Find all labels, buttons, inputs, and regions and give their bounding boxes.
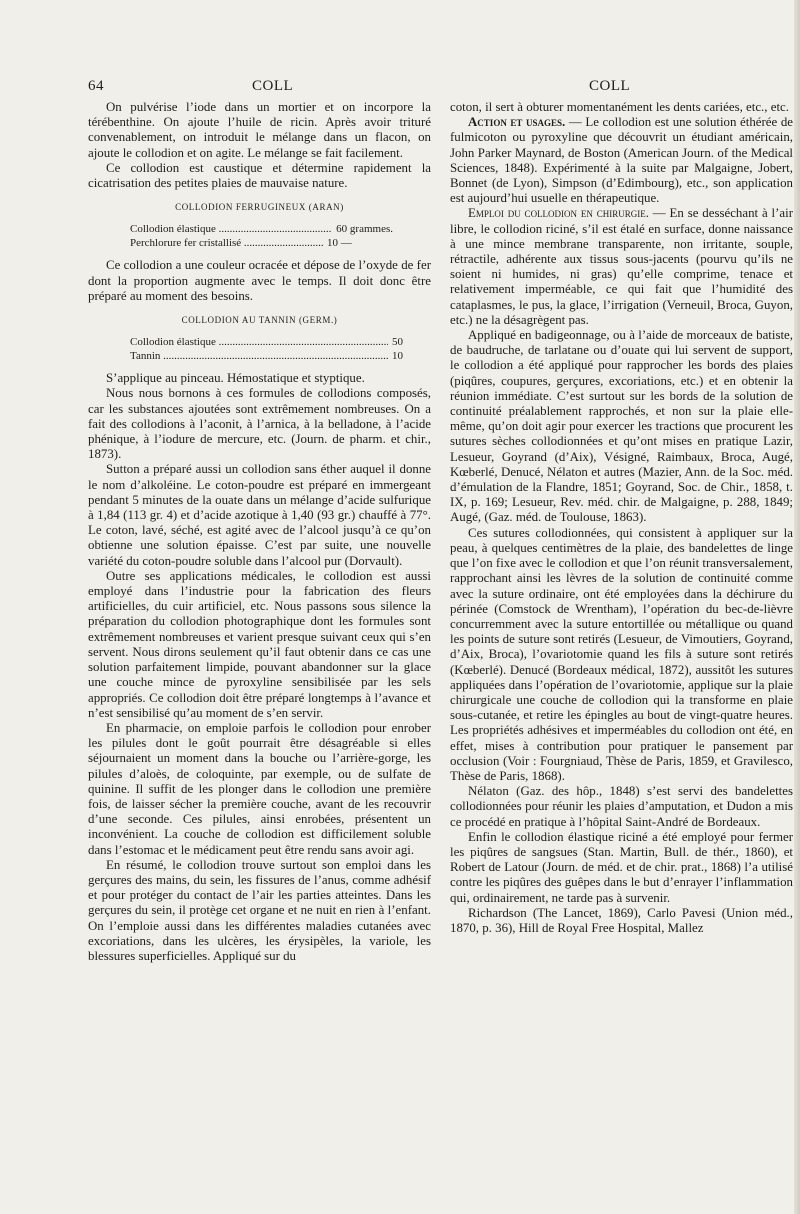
paragraph: Appliqué en badigeonnage, ou à l’aide de morceaux de batiste, de baudruche, de tarlatane ou d’ouate qui lui servent de support, le collodion a été appliqué pour rapprocher les bords des plaies (piqûres, coupures, gerçures, excoriations, etc.) et en obtenir la réunion immédiate. C’est surtout sur les bords de la solution de continuité préalablement rapprochés, et non sur la plaie elle-même, qu’on doit agir pour exercer les tractions que procurent les sutures sèches collodionnées et qu’ont mises en pratique Lazir, Lesueur, Goyrand (d’Aix), Vésigné, Raimbaux, Broca, Augé, Kœberlé, Denucé, Nélaton et autres (Mazier, Ann. de la Soc. méd. d’émulation de la Flandre, 1851; Goyrand, Soc. de Chir., 1858, t. IX, p. 169; Lesueur, Rev. méd. chir. de Malgaigne, p. 288, 1849; Augé, (Gaz. méd. de Toulouse, 1863). [450, 328, 793, 525]
formula-row [130, 350, 403, 364]
right-column [450, 100, 793, 936]
paragraph: Nélaton (Gaz. des hôp., 1848) s’est servi des bandelettes collodionnées pour réunir les plaies d’amputation, et Dudon a mis ce procédé en pratique à l’hôpital Saint-André de Bordeaux. [450, 784, 793, 829]
paragraph-text: — Le collodion est une solution éthérée de fulmicoton ou pyroxyline que découvrit un étudiant américain, John Parker Maynard, de Boston (American Journ. of the Medical Sciences, 1848). Expérimenté à la suite par Malgaigne, Jobert, Bonnet (de Lyon), Simpson (d’Edimbourg), etc., son application est aujourd’hui usuelle en thérapeutique. [450, 115, 793, 206]
section-heading: Action et usages. [468, 115, 566, 130]
running-head-right: COLL [589, 78, 631, 94]
running-head-left: COLL [252, 78, 294, 94]
formula-title: COLLODION FERRUGINEUX (ARAN) [175, 202, 344, 213]
paragraph: Outre ses applications médicales, le collodion est aussi employé dans l’industrie pour la fabrication des fleurs artificielles, du cuir artificiel, etc. Nous passons sous silence la préparation du collodion photographique dont les formules sont extrêmement nombreuses et varient presque suivant ceux qui s’en servent. Nous dirons seulement qu’il faut obtenir dans ce cas une solution parfaitement limpide, pouvant abandonner sur la glace une couche mince de pyroxyline sensibilisée par les sels appropriés. Ce collodion doit être préparé longtemps à l’avance et n’est sensibilisé qu’au moment de s’en servir. [88, 568, 431, 720]
paragraph-text: — En se desséchant à l’air libre, le collodion riciné, s’il est étalé en surface, donne naissance à une mince membrane transparente, non irritante, souple, rétractile, adhérente aux tissus sous-jacents (pourvu qu’ils ne soient ni humides, ni gras) qu’elle comprime, tenace et relativement imperméable, ce qui fait que l’humidité des cataplasmes, le pus, la glace, l’irrigation (Verneuil, Broca, Guyon, etc.) ne la désagrègent pas. [450, 206, 794, 327]
paragraph: En pharmacie, on emploie parfois le collodion pour enrober les pilules dont le goût pourrait être désagréable si elles séjournaient un moment dans la bouche ou l’arrière-gorge, les pilules d’aloès, de coloquinte, par exemple, ou de sulfate de quinine. Il suffit de les plonger dans le collodion une première fois, de laisser sécher la première couche, avant de les recouvrir d’une seconde. Ces pilules, ainsi enrobées, présentent un inconvénient. La couche de collodion est difficilement soluble dans l’estomac et le médicament peut être rendu sans avoir agi. [88, 720, 431, 857]
ingredient-name: Collodion élastique ..... [130, 336, 388, 350]
formula-row [130, 237, 393, 251]
formula-table [130, 336, 403, 363]
formula-row [130, 336, 403, 350]
left-column [88, 100, 431, 964]
ingredient-quantity: 60 grammes. [336, 223, 393, 236]
paragraph [450, 115, 793, 206]
ingredient-name: Perchlorure fer cristallisé ..... [130, 237, 323, 251]
paragraph: En résumé, le collodion trouve surtout son emploi dans les gerçures des mains, du sein, les fissures de l’anus, comme adhésif et pour protéger du contact de l’air les parties atteintes. Dans les gerçures du sein, il protège cet organe et ne nuit en rien à l’enfant. On l’emploie aussi dans les différentes maladies cutanées avec excoriations, dans les ulcères, les érysipèles, la variole, les blessures superficielles. Appliqué sur du [88, 857, 431, 963]
formula-title: COLLODION AU TANNIN (GERM.) [181, 315, 338, 326]
paragraph [450, 206, 793, 328]
section-heading: Emploi du collodion en chirurgie. [468, 206, 649, 221]
paragraph: On pulvérise l’iode dans un mortier et on incorpore la térébenthine. On ajoute l’huile de ricin. Après avoir trituré convenablement, on introduit le mélange dans un flacon, on ajoute le collodion et on agite. Le mélange se fait facilement. [88, 100, 431, 160]
ingredient-quantity: 50 [392, 336, 403, 349]
ingredient-name: Tannin ..... [130, 350, 388, 364]
paragraph: Sutton a préparé aussi un collodion sans éther auquel il donne le nom d’alkoléine. Le coton-poudre est préparé en immergeant pendant 5 minutes de la ouate dans un mélange d’acide sulfurique à 1,84 (113 gr. 4) et d’acide azotique à 1,40 (93 gr.) chauffé à 77°. Le coton, lavé, séché, est agité avec de l’alcool jusqu’à ce qu’on obtienne une solution épaisse. C’est par suite, une nouvelle variété du coton-poudre soluble dans l’alcool pur (Dorvault). [88, 462, 431, 568]
formula-row [130, 223, 393, 237]
paragraph: coton, il sert à obturer momentanément les dents cariées, etc., etc. [450, 100, 789, 114]
paragraph: Ce collodion est caustique et détermine rapidement la cicatrisation des petites plaies de mauvaise nature. [88, 160, 431, 191]
page-edge-shadow [794, 0, 800, 1214]
ingredient-name: Collodion élastique ..... [130, 223, 332, 237]
ingredient-quantity: 10 — [327, 236, 352, 249]
formula-table [130, 223, 393, 250]
paragraph: Enfin le collodion élastique riciné a été employé pour fermer les piqûres de sangsues (Stan. Martin, Bull. de thér., 1860), et Robert de Latour (Journ. de méd. et de chir. prat., 1868) l’a utilisé contre les piqûres des guêpes dans le but d’enrayer l’inflammation qui, ordinairement, ne tarde pas à survenir. [450, 829, 793, 905]
paragraph: Ce collodion a une couleur ocracée et dépose de l’oxyde de fer dont la proportion augmente avec le temps. Il doit donc être préparé au moment des besoins. [88, 258, 431, 303]
paragraph: Richardson (The Lancet, 1869), Carlo Pavesi (Union méd., 1870, p. 36), Hill de Royal Free Hospital, Mallez [450, 905, 793, 935]
page-number: 64 [88, 78, 104, 94]
paragraph: Ces sutures collodionnées, qui consistent à appliquer sur la peau, à quelques centimètres de la plaie, des bandelettes de linge que l’on fixe avec le collodion et que l’on réunit transversalement, rapprochant ainsi les lèvres de la solution de continuité comme avec la suture ordinaire, ont été employées dans la déchirure du périnée (Comstock de Wrentham), l’opération du bec-de-lièvre concurremment avec la suture entortillée ou métallique ou quand les points de suture sont retirés (Lesueur, de Vimoutiers, Goyrand, d’Aix, Broca), l’ovariotomie quand les fils à suture sont retirés (Kœberlé). Denucé (Bordeaux médical, 1872), aussitôt les sutures appliquées dans l’opération de l’ovariotomie, applique sur la plaie chirurgicale une couche de collodion qui la transforme en plaie sous-cutanée, et retire les épingles au bout de vingt-quatre heures. Les propriétés adhésives et imperméables du collodion ont été, en effet, mises à contribution pour pratiquer le pansement par occlusion (Voir : Fourgniaud, Thèse de Paris, 1859, et Gravilesco, Thèse de Paris, 1868). [450, 525, 793, 783]
ingredient-quantity: 10 [392, 349, 403, 362]
paragraph: S’applique au pinceau. Hémostatique et styptique. [106, 371, 365, 386]
paragraph: Nous nous bornons à ces formules de collodions composés, car les substances ajoutées sont extrêmement nombreuses. On a fait des collodions à l’aconit, à l’arnica, à la belladone, à l’acide phénique, à l’iodure de mercure, etc. (Journ. de pharm. et chir., 1873). [88, 386, 431, 462]
